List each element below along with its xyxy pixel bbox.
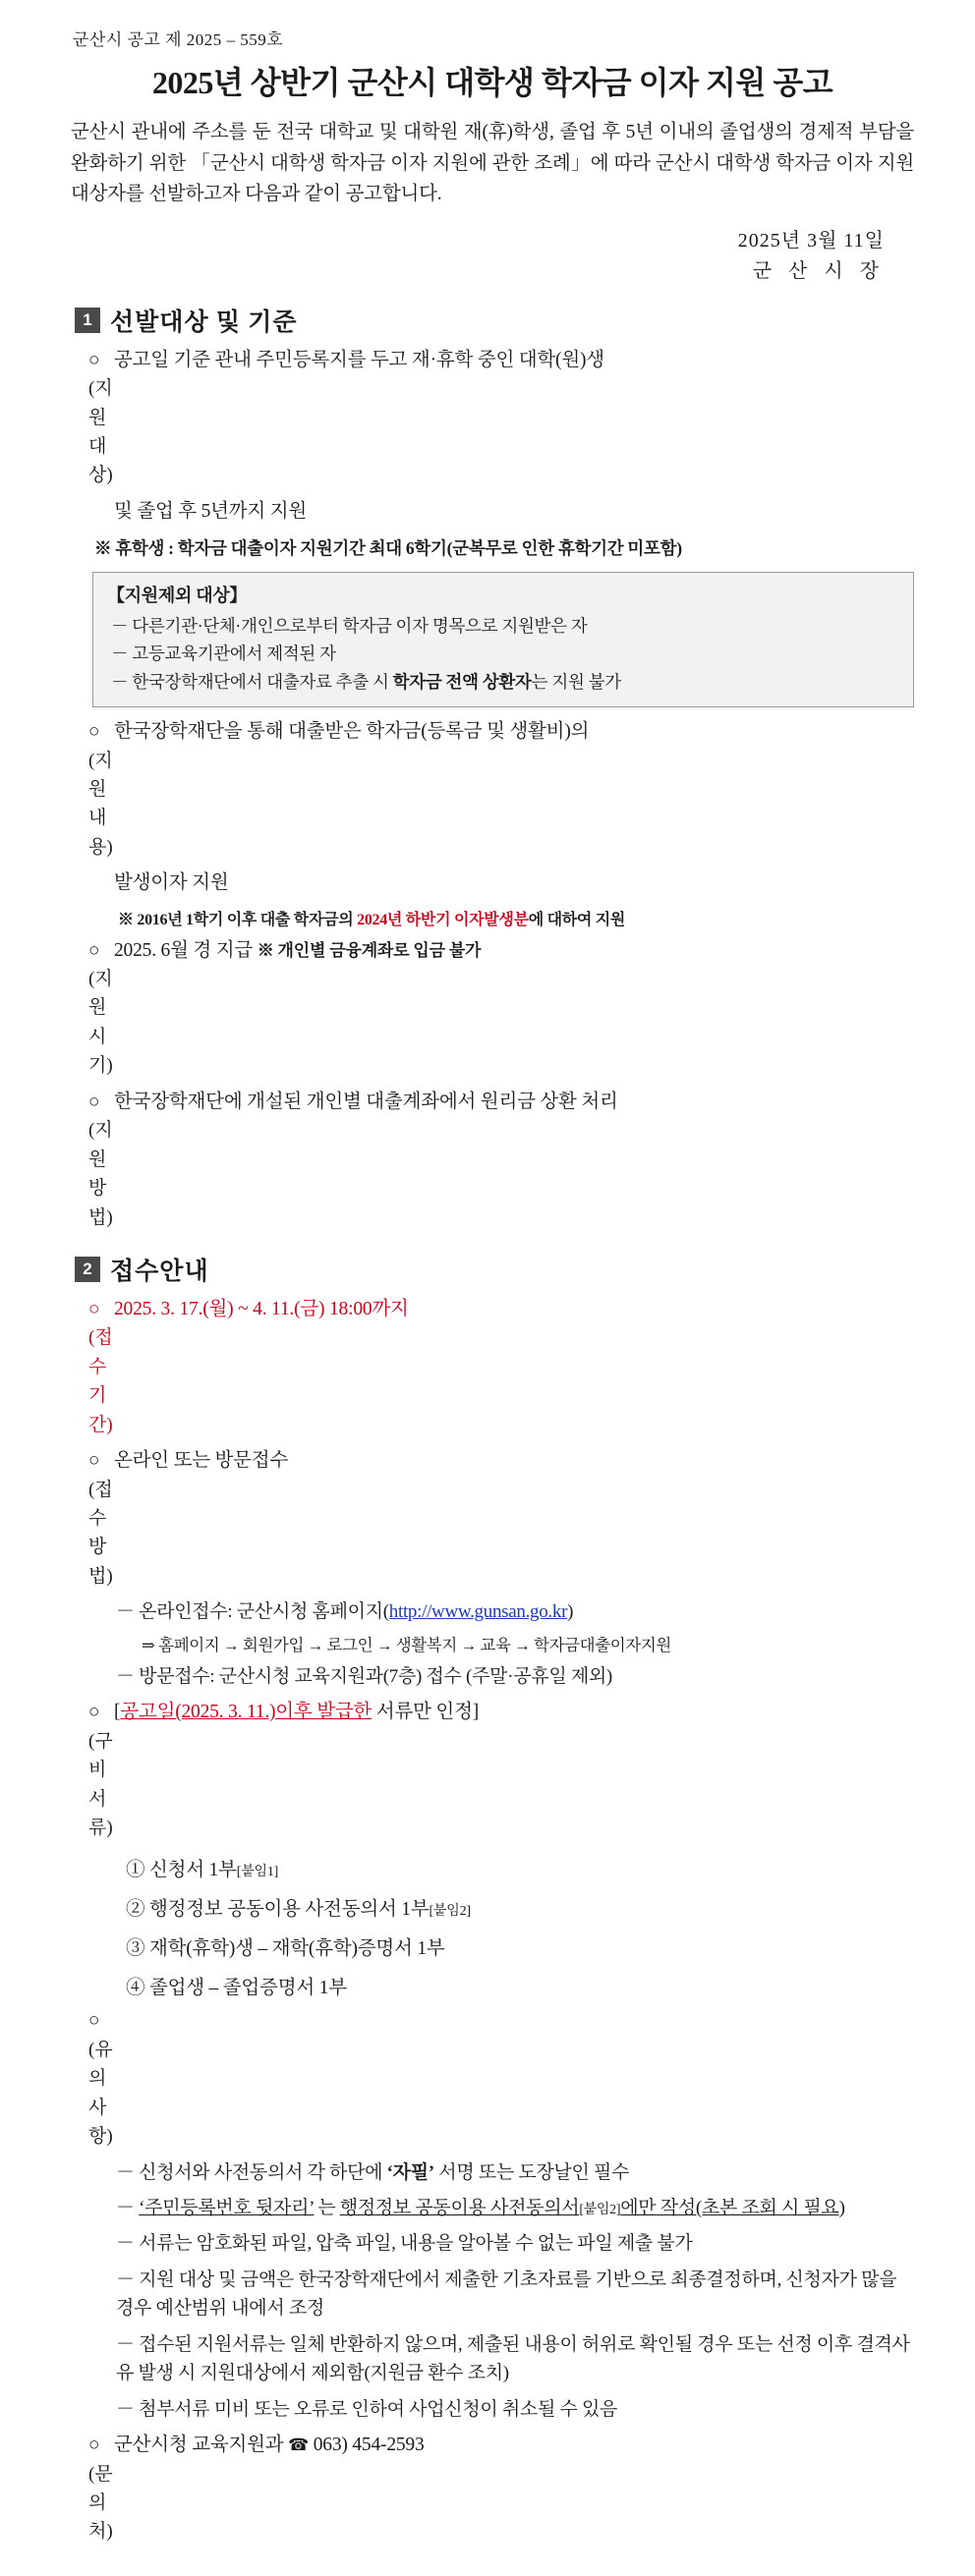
caution-rrn-form-name: 행정정보 공동이용 사전동의서	[339, 2198, 580, 2219]
support-content-row-2	[114, 868, 914, 898]
caution-rrn-attachment: [붙임2]	[579, 2203, 621, 2218]
support-content-text: 한국장학재단을 통해 대출받은 학자금(등록금 및 생활비)의	[114, 721, 590, 743]
support-target-row	[88, 346, 914, 490]
leave-of-absence-note: ※ 휴학생 : 학자금 대출이자 지원기간 최대 6학기(군복무로 인한 휴학기간 미포함)	[94, 538, 682, 559]
support-timing-label: ○ (지원시기)	[88, 939, 113, 1077]
visit-application-row	[116, 1662, 914, 1691]
caution-file-format-text: － 서류는 암호화된 파일, 압축 파일, 내용을 알아볼 수 없는 파일 제출 불가	[116, 2233, 693, 2255]
section-2-number: 2	[75, 1257, 100, 1282]
document-item-attachment: [붙임1]	[236, 1865, 279, 1880]
caution-no-return-text: － 접수된 지원서류는 일체 반환하지 않으며, 제출된 내용이 허위로 확인될 경우 또는 선정 이후 결격사유 발생 시 지원대상에서 제외함(지원금 환수 조치)	[116, 2333, 910, 2384]
interest-period-note-pre: ※ 2016년 1학기 이후 대출 학자금의	[118, 911, 358, 928]
exclusion-item-3-post: 는 지원 불가	[531, 671, 621, 692]
support-target-row-2	[114, 497, 914, 527]
document-item-attachment: [붙임2]	[429, 1904, 471, 1920]
support-content-label: ○ (지원내용)	[88, 721, 113, 858]
application-method-label: ○ (접수방법)	[88, 1450, 113, 1587]
application-period-label: ○ (접수기간)	[88, 1298, 113, 1435]
cautions-label: ○ (유의사항)	[88, 2010, 113, 2148]
document-item	[126, 1932, 914, 1960]
section-1-header	[75, 303, 914, 338]
caution-amount	[116, 2266, 914, 2324]
application-period-text: 2025. 3. 17.(월) ~ 4. 11.(금) 18:00까지	[114, 1298, 409, 1319]
exclusion-box	[92, 572, 914, 707]
interest-period-note	[118, 907, 914, 929]
support-method-label: ○ (지원방법)	[88, 1091, 113, 1228]
interest-period-note-post: 에 대하여 지원	[528, 911, 626, 928]
caution-signature-keyword: ‘자필’	[386, 2161, 434, 2183]
support-content-row	[88, 717, 914, 862]
document-item-text: ① 신청서 1부	[126, 1860, 237, 1881]
support-method-text: 한국장학재단에 개설된 개인별 대출계좌에서 원리금 상환 처리	[114, 1091, 618, 1112]
contact-label: ○ (문의처)	[88, 2435, 113, 2543]
document-number: 군산시 공고 제 2025 – 559호	[73, 30, 284, 49]
caution-missing-docs	[116, 2395, 914, 2424]
support-timing-value: 2025. 6월 경 지급	[114, 939, 258, 961]
exclusion-item-3-bold: 학자금 전액 상환자	[392, 671, 532, 692]
caution-rrn	[116, 2194, 914, 2222]
interest-period-note-highlight: 2024년 하반기 이자발생분	[357, 911, 529, 928]
exclusion-item	[107, 668, 899, 696]
cautions-row	[88, 2006, 914, 2151]
document-item-text: ④ 졸업생 – 졸업증명서 1부	[126, 1978, 347, 1999]
application-period-row	[88, 1295, 914, 1439]
caution-no-return	[116, 2330, 914, 2388]
online-application-post: )	[567, 1601, 574, 1623]
required-documents-row	[88, 1698, 914, 1842]
caution-amount-text: － 지원 대상 및 금액은 한국장학재단에서 제출한 기초자료를 기반으로 최종결정하며, 신청자가 많을 경우 예산범위 내에서 조정	[116, 2268, 897, 2320]
section-1-number: 1	[75, 308, 100, 333]
online-application-pre: － 온라인접수: 군산시청 홈페이지(	[116, 1601, 389, 1623]
support-method-row	[88, 1088, 914, 1232]
section-1-title: 선발대상 및 기준	[110, 308, 298, 336]
docs-issue-date-condition: 공고일(2025. 3. 11.)이후 발급한	[120, 1702, 373, 1723]
document-item	[126, 1893, 914, 1921]
application-method-text: 온라인 또는 방문접수	[114, 1450, 289, 1472]
document-item-text: ② 행정정보 공동이용 사전동의서 1부	[126, 1899, 430, 1921]
online-application-row	[116, 1597, 914, 1626]
support-target-text: 공고일 기준 관내 주민등록지를 두고 재·휴학 중인 대학(원)생	[114, 349, 604, 370]
caution-rrn-only: 에만	[620, 2198, 657, 2219]
intro-paragraph: 군산시 관내에 주소를 둔 전국 대학교 및 대학원 재(휴)학생, 졸업 후 5년 이내의 졸업생의 경제적 부담을 완화하기 위한 「군산시 대학생 학자금 이자 지원에 관한 조례」에 따라 군산시 대학생 학자금 이자 지원 대상자를 선발하고자 다음과 같이 공고합니다.	[71, 122, 914, 205]
support-target-label: ○ (지원대상)	[88, 349, 113, 486]
docs-bracket-open: [	[114, 1702, 121, 1723]
gunsan-homepage-link[interactable]: http://www.gunsan.go.kr	[388, 1601, 568, 1623]
telephone-icon: ☎	[288, 2436, 310, 2456]
exclusion-item-3-pre: － 한국장학재단에서 대출자료 추출 시	[111, 671, 393, 692]
visit-application-text: － 방문접수: 군산시청 교육지원과(7층) 접수 (주말·공휴일 제외)	[116, 1665, 612, 1687]
document-item-text: ③ 재학(휴학)생 – 재학(휴학)증명서 1부	[126, 1938, 445, 1960]
application-flow-path: ⇒ 홈페이지 → 회원가입 → 로그인 → 생활복지 → 교육 → 학자금대출이자지원	[142, 1635, 671, 1654]
contact-department: 군산시청 교육지원과	[114, 2435, 289, 2456]
support-content-text-2: 발생이자 지원	[114, 872, 229, 894]
exclusion-item: － 고등교육기관에서 제적된 자	[111, 644, 336, 664]
caution-rrn-keyword: ‘주민등록번호 뒷자리’	[139, 2198, 315, 2219]
caution-signature-post: 서명 또는 도장날인 필수	[433, 2161, 630, 2183]
online-application-text	[116, 1597, 914, 1626]
document-item	[126, 1972, 914, 1999]
required-documents-text	[114, 1698, 914, 1842]
caution-file-format	[116, 2229, 914, 2258]
support-target-text-2: 및 졸업 후 5년까지 지원	[114, 500, 307, 522]
document-item	[126, 1854, 914, 1881]
application-method-row	[88, 1446, 914, 1591]
caution-signature-pre: － 신청서와 사전동의서 각 하단에	[116, 2161, 387, 2183]
support-timing-text	[114, 936, 914, 1081]
exclusion-box-title: 【지원제외 대상】	[107, 586, 248, 606]
required-documents-label: ○ (구비서류)	[88, 1702, 113, 1838]
caution-rrn-dash: －	[116, 2198, 140, 2219]
docs-condition-post: 서류만 인정]	[372, 1702, 480, 1723]
contact-phone-number: 063) 454-2593	[309, 2435, 425, 2456]
caution-rrn-mid: 는	[314, 2198, 340, 2219]
support-timing-row	[88, 936, 914, 1081]
section-2-header	[75, 1252, 914, 1287]
caution-missing-docs-text: － 첨부서류 미비 또는 오류로 인하여 사업신청이 취소될 수 있음	[116, 2398, 618, 2420]
support-timing-note: ※ 개인별 금융계좌로 입금 불가	[257, 940, 482, 960]
section-2-title: 접수안내	[110, 1258, 209, 1285]
contact-row	[88, 2431, 914, 2547]
announcement-date: 2025년 3월 11일	[737, 229, 885, 252]
page-title: 2025년 상반기 군산시 대학생 학자금 이자 지원 공고	[151, 65, 833, 100]
signer-name: 군 산 시 장	[752, 259, 885, 282]
caution-signature	[116, 2158, 914, 2187]
exclusion-item: － 다른기관·단체·개인으로부터 학자금 이자 명목으로 지원받은 자	[111, 616, 588, 637]
caution-rrn-write: 작성(초본 조회 시 필요)	[656, 2198, 845, 2219]
